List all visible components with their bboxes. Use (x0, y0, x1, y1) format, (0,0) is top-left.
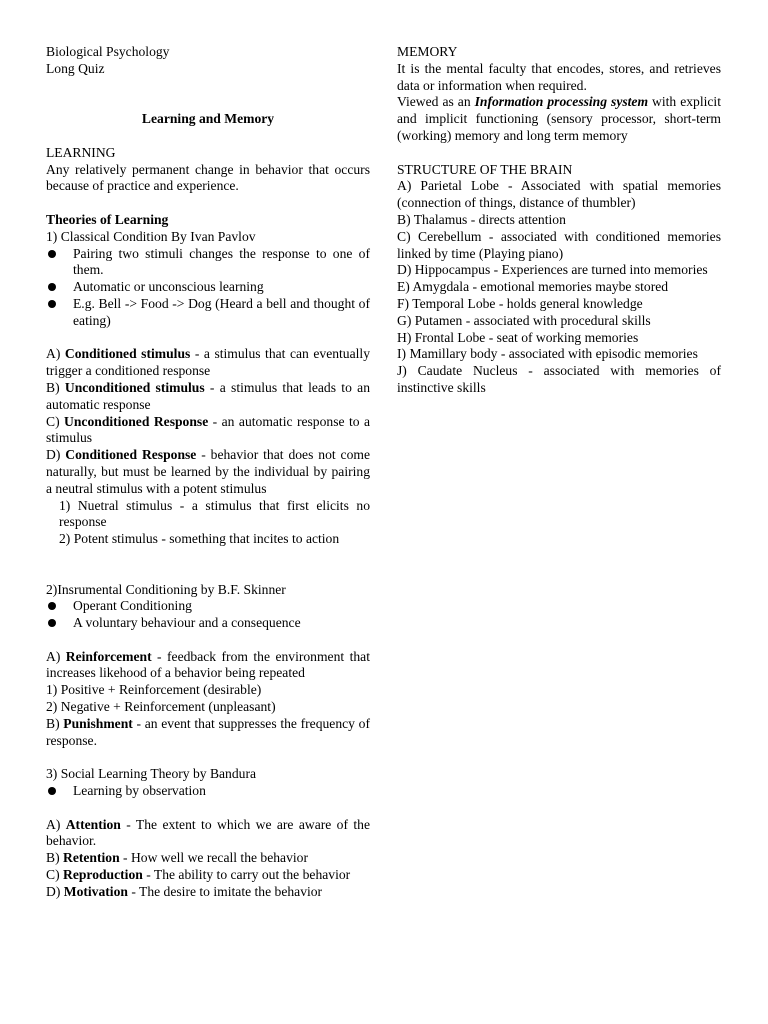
term-reproduction: C) Reproduction - The ability to carry out the behavior (46, 867, 351, 883)
structure-mamillary-body: I) Mamillary body - associated with episodic memories (397, 346, 698, 362)
classical-title: 1) Classical Condition By Ivan Pavlov (46, 228, 256, 244)
term-reinforcement: A) Reinforcement - feedback from the environment that increases likehood of a behavior being repeated (46, 648, 370, 681)
left-column (46, 44, 370, 901)
structure-parietal-lobe: A) Parietal Lobe - Associated with spatial memories (connection of things, distance of thumbler) (397, 178, 721, 211)
term-conditioned-response: D) Conditioned Response - behavior that does not come naturally, but must be learned by the individual by pairing a neutral stimulus with a potent stimulus (46, 447, 370, 496)
learning-heading: LEARNING (46, 144, 116, 160)
term-attention: A) Attention - The extent to which we are aware of the behavior. (46, 816, 370, 849)
course-name: Biological Psychology (46, 44, 170, 59)
memory-viewed-as: Viewed as an Information processing system with explicit and implicit functioning (sensory processor, short-term (working) memory and long term memory (397, 94, 721, 143)
list-item: Operant Conditioning (46, 598, 370, 615)
right-column (397, 44, 721, 397)
structure-putamen: G) Putamen - associated with procedural skills (397, 312, 651, 328)
list-item: Automatic or unconscious learning (46, 279, 370, 296)
instrumental-bullets (46, 598, 370, 632)
subitem-potent-stimulus: 2) Potent stimulus - something that incites to action (59, 531, 340, 547)
term-unconditioned-stimulus: B) Unconditioned stimulus - a stimulus that leads to an automatic response (46, 379, 370, 412)
learning-definition: Any relatively permanent change in behavior that occurs because of practice and experience. (46, 161, 370, 194)
list-item: Pairing two stimuli changes the response to one of them. (46, 246, 370, 280)
structure-frontal-lobe: H) Frontal Lobe - seat of working memories (397, 329, 639, 345)
term-motivation: D) Motivation - The desire to imitate the behavior (46, 883, 323, 899)
page-title: Learning and Memory (141, 111, 275, 127)
memory-definition: It is the mental faculty that encodes, stores, and retrieves data or information when required. (397, 60, 721, 93)
structure-amygdala: E) Amygdala - emotional memories maybe stored (397, 279, 669, 295)
reinforcement-negative: 2) Negative + Reinforcement (unpleasant) (46, 699, 276, 715)
list-item: E.g. Bell -> Food -> Dog (Heard a bell and thought of eating) (46, 296, 370, 330)
social-title: 3) Social Learning Theory by Bandura (46, 766, 257, 782)
structure-temporal-lobe: F) Temporal Lobe - holds general knowledge (397, 295, 643, 311)
list-item: A voluntary behaviour and a consequence (46, 615, 370, 632)
quiz-label: Long Quiz (46, 60, 105, 76)
structure-caudate-nucleus: J) Caudate Nucleus - associated with memories of instinctive skills (397, 363, 721, 395)
structure-cerebellum: C) Cerebellum - associated with conditioned memories linked by time (Playing piano) (397, 228, 721, 261)
subitem-neutral-stimulus: 1) Nuetral stimulus - a stimulus that first elicits no response (59, 497, 370, 530)
reinforcement-positive: 1) Positive + Reinforcement (desirable) (46, 682, 262, 698)
list-item: Learning by observation (46, 783, 370, 800)
classical-bullets (46, 246, 370, 330)
social-bullets (46, 783, 370, 800)
structure-heading: STRUCTURE OF THE BRAIN (397, 161, 573, 177)
theories-heading: Theories of Learning (46, 211, 169, 227)
term-unconditioned-response: C) Unconditioned Response - an automatic response to a stimulus (46, 413, 370, 446)
memory-heading: MEMORY (397, 44, 458, 59)
term-conditioned-stimulus: A) Conditioned stimulus - a stimulus that can eventually trigger a conditioned response (46, 346, 370, 379)
instrumental-title: 2)Insrumental Conditioning by B.F. Skinner (46, 581, 286, 597)
term-retention: B) Retention - How well we recall the behavior (46, 850, 308, 866)
structure-hippocampus: D) Hippocampus - Experiences are turned into memories (397, 262, 708, 278)
term-punishment: B) Punishment - an event that suppresses the frequency of response. (46, 715, 370, 748)
structure-thalamus: B) Thalamus - directs attention (397, 211, 566, 227)
